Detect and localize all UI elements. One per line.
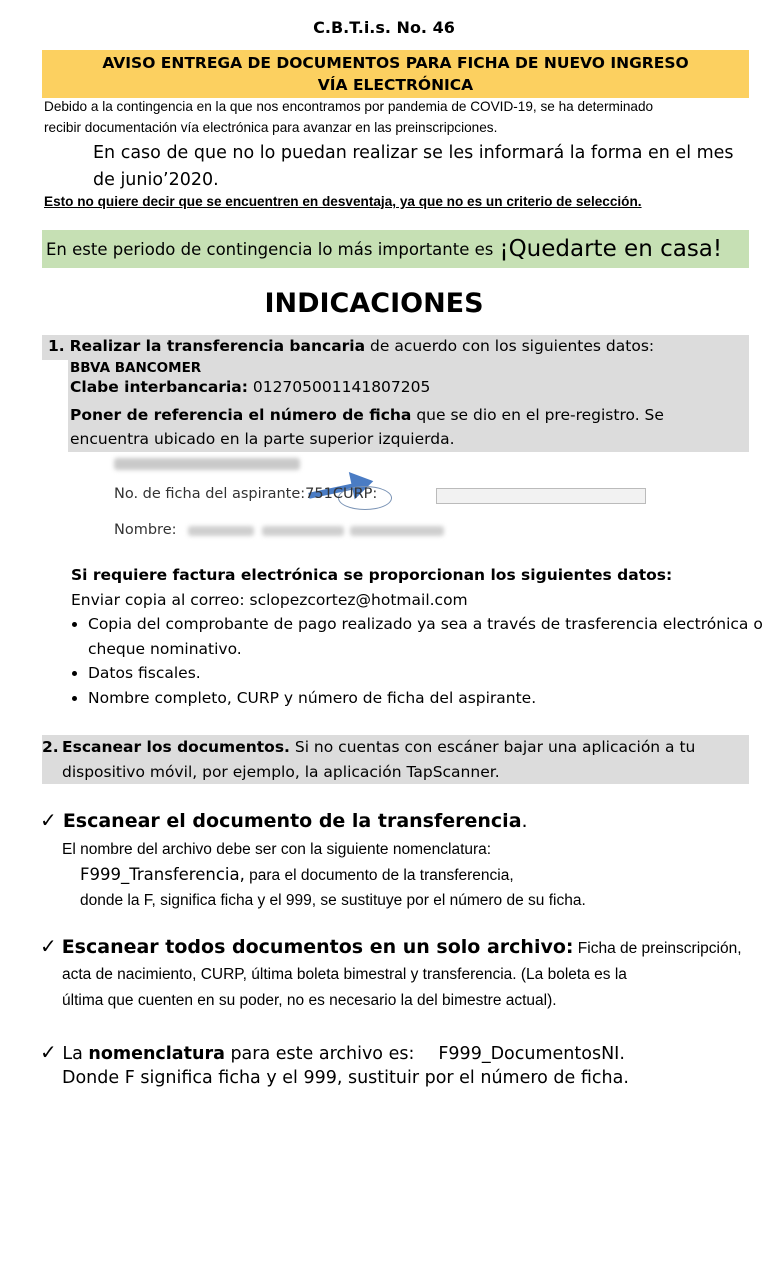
scan-all-bold: Escanear todos documentos en un solo archivo: bbox=[61, 936, 574, 958]
curp-label: CURP: bbox=[332, 486, 378, 502]
disclaimer: Esto no quiere decir que se encuentren en desventaja, ya que no es un criterio de selección. bbox=[44, 194, 642, 209]
ficha-example-image bbox=[110, 452, 670, 552]
invoice-list bbox=[62, 612, 768, 710]
reference-bold: Poner de referencia el número de ficha bbox=[70, 406, 412, 424]
notice-banner bbox=[42, 50, 749, 98]
stay-home-text: En este periodo de contingencia lo más importante es bbox=[46, 239, 494, 259]
step1-title bbox=[48, 337, 654, 355]
step2-number: 2. bbox=[42, 738, 59, 756]
blurred-date bbox=[114, 458, 300, 470]
name-redacted-1 bbox=[188, 526, 254, 536]
scan-all-rest: Ficha de preinscripción, bbox=[573, 940, 742, 957]
step1-number: 1. bbox=[48, 337, 65, 355]
scan-transfer-bold: Escanear el documento de la transferencia bbox=[62, 810, 522, 832]
scan-transfer-details bbox=[80, 862, 586, 913]
list-item: • Datos fiscales. bbox=[88, 661, 768, 686]
ficha-row bbox=[114, 486, 377, 502]
scan-all-line3: última que cuenten en su poder, no es necesario la del bimestre actual). bbox=[62, 992, 557, 1009]
nomenclature-post: para este archivo es: bbox=[224, 1044, 415, 1064]
scan-transfer-line1: El nombre del archivo debe ser con la siguiente nomenclatura: bbox=[62, 841, 492, 858]
clabe-label: Clabe interbancaria: bbox=[70, 378, 248, 396]
scan-transfer-title bbox=[40, 808, 528, 832]
step1-rest: de acuerdo con los siguientes datos: bbox=[365, 337, 655, 355]
reference-rest: que se dio en el pre-registro. Se bbox=[411, 406, 664, 424]
intro-line2: recibir documentación vía electrónica para avanzar en las preinscripciones. bbox=[44, 120, 498, 135]
notice-title-line1: AVISO ENTREGA DE DOCUMENTOS PARA FICHA DE NUEVO INGRESO bbox=[102, 54, 689, 72]
intro-line1: Debido a la contingencia en la que nos encontramos por pandemia de COVID-19, se ha determinado bbox=[44, 99, 654, 114]
documents-filename: F999_DocumentosNI. bbox=[438, 1044, 625, 1064]
clabe-value: 012705001141807205 bbox=[247, 378, 431, 396]
page-heading: INDICACIONES bbox=[264, 288, 484, 319]
scan-all-line2: acta de nacimiento, CURP, última boleta bimestral y transferencia. (La boleta es la bbox=[62, 966, 627, 983]
list-item: • Copia del comprobante de pago realizado ya sea a través de trasferencia electrónica o cheque nominativo. bbox=[88, 612, 768, 661]
invoice-email: Enviar copia al correo: sclopezcortez@hotmail.com bbox=[71, 591, 468, 609]
ficha-label: No. de ficha del aspirante: bbox=[114, 486, 306, 502]
list-item: • Nombre completo, CURP y número de ficha del aspirante. bbox=[88, 686, 768, 711]
notice-title-line2: VÍA ELECTRÓNICA bbox=[317, 76, 474, 94]
alternative-notice bbox=[93, 140, 753, 194]
intro-paragraph bbox=[44, 96, 759, 138]
checkmark-icon: ✓ bbox=[40, 934, 57, 958]
name-row bbox=[114, 522, 177, 538]
step1-bold: Realizar la transferencia bancaria bbox=[69, 337, 366, 355]
nomenclature-line bbox=[40, 1039, 625, 1068]
scan-all-details bbox=[62, 962, 752, 1014]
alternative-line1: En caso de que no lo puedan realizar se les informará la forma en el mes bbox=[93, 143, 734, 163]
stay-home-emphasis: ¡Quedarte en casa! bbox=[499, 236, 723, 262]
name-label: Nombre: bbox=[114, 522, 177, 538]
nomenclature-explain: Donde F significa ficha y el 999, sustituir por el número de ficha. bbox=[62, 1068, 629, 1088]
step2-bold: Escanear los documentos. bbox=[62, 738, 290, 756]
ficha-value: 751 bbox=[305, 486, 333, 502]
alternative-line2: de junio’2020. bbox=[93, 170, 219, 190]
nomenclature-pre: La bbox=[62, 1044, 89, 1064]
transfer-filename-explain: donde la F, significa ficha y el 999, se sustituye por el número de su ficha. bbox=[80, 892, 586, 909]
name-redacted-2 bbox=[262, 526, 344, 536]
nomenclature-bold: nomenclatura bbox=[88, 1044, 225, 1064]
checkmark-icon: ✓ bbox=[40, 1040, 57, 1064]
school-name: C.B.T.i.s. No. 46 bbox=[313, 18, 455, 37]
clabe bbox=[70, 378, 430, 396]
checkmark-icon: ✓ bbox=[40, 808, 57, 832]
transfer-filename-desc: para el documento de la transferencia, bbox=[244, 867, 514, 884]
bank-name: BBVA BANCOMER bbox=[70, 360, 202, 376]
curp-redacted bbox=[436, 488, 646, 504]
scan-transfer-period: . bbox=[521, 810, 528, 832]
name-redacted-3 bbox=[350, 526, 444, 536]
reference-instructions bbox=[70, 403, 740, 451]
scan-all-title bbox=[40, 934, 755, 961]
step2-rest: Si no cuentas con escáner bajar una aplicación a tu bbox=[289, 738, 696, 756]
step2-line2: dispositivo móvil, por ejemplo, la aplicación TapScanner. bbox=[62, 763, 500, 781]
transfer-filename: F999_Transferencia, bbox=[80, 865, 245, 884]
stay-home-banner bbox=[42, 230, 749, 268]
step2-text bbox=[42, 735, 742, 785]
reference-line2: encuentra ubicado en la parte superior izquierda. bbox=[70, 430, 455, 448]
invoice-heading: Si requiere factura electrónica se proporcionan los siguientes datos: bbox=[71, 566, 673, 584]
